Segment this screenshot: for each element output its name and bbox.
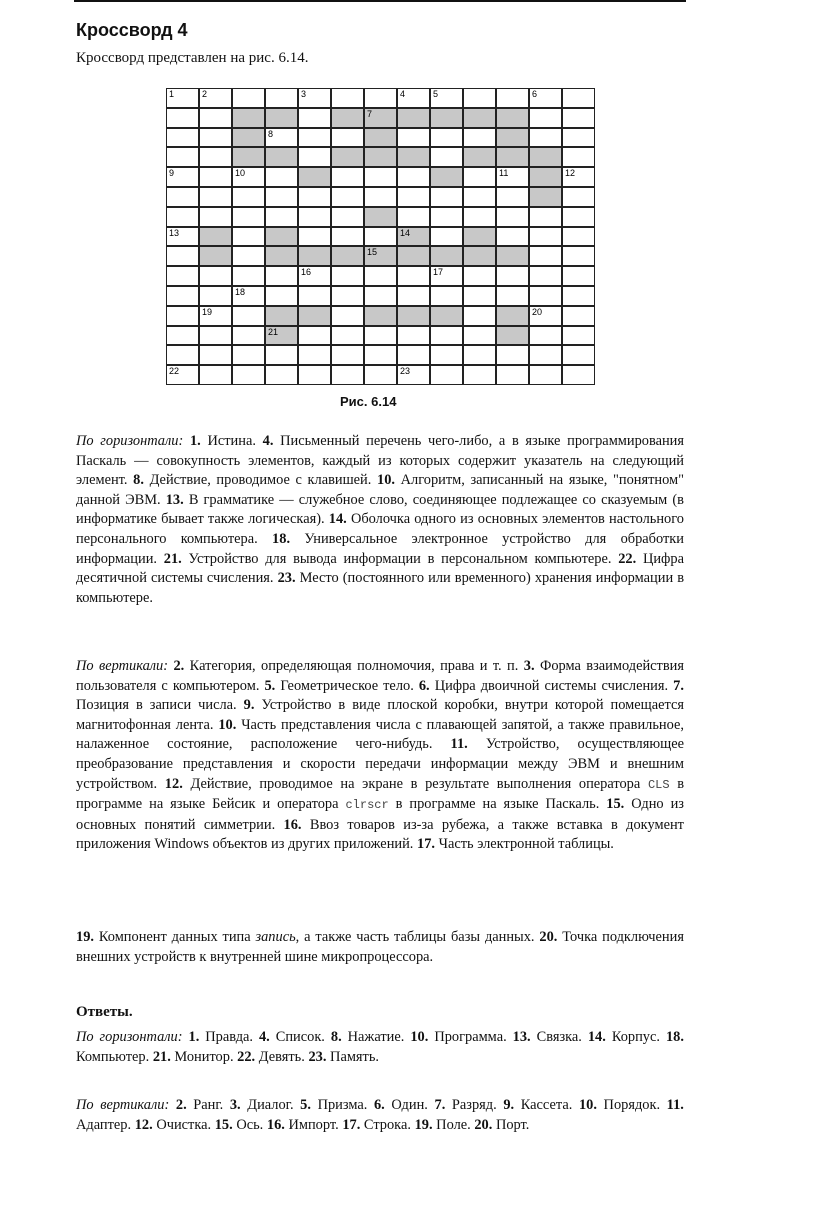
grid-block bbox=[364, 147, 397, 167]
grid-cell bbox=[166, 345, 199, 365]
grid-cell bbox=[463, 187, 496, 207]
grid-cell bbox=[166, 88, 199, 108]
grid-cell bbox=[331, 167, 364, 187]
grid-cell bbox=[298, 207, 331, 227]
grid-block bbox=[364, 128, 397, 148]
answers-vertical-label: По вертикали: bbox=[76, 1097, 170, 1113]
grid-cell bbox=[199, 147, 232, 167]
grid-cell bbox=[199, 88, 232, 108]
clue-number: 12 bbox=[565, 168, 576, 179]
grid-block bbox=[430, 306, 463, 326]
clue-number: 14 bbox=[400, 227, 411, 238]
grid-cell bbox=[298, 128, 331, 148]
grid-cell bbox=[562, 88, 595, 108]
grid-block bbox=[364, 306, 397, 326]
grid-cell bbox=[430, 266, 463, 286]
clue-number: 5 bbox=[433, 89, 439, 99]
grid-block bbox=[397, 147, 430, 167]
grid-cell bbox=[529, 266, 562, 286]
grid-cell bbox=[397, 167, 430, 187]
grid-cell bbox=[430, 365, 463, 385]
clue-number: 7 bbox=[367, 108, 373, 119]
grid-cell bbox=[265, 167, 298, 187]
grid-cell bbox=[265, 207, 298, 227]
grid-cell bbox=[562, 365, 595, 385]
grid-cell bbox=[562, 345, 595, 365]
grid-cell bbox=[562, 246, 595, 266]
grid-cell bbox=[496, 207, 529, 227]
grid-cell bbox=[364, 326, 397, 346]
horizontal-label: По горизонтали: bbox=[76, 433, 184, 449]
clue-v11: 11. Устройство, осуществляющее преобразование представления и скорости передачи информации между ЭВМ и внешним устройством. bbox=[76, 736, 684, 792]
clue-number: 19 bbox=[202, 306, 213, 317]
grid-cell bbox=[232, 286, 265, 306]
grid-cell bbox=[199, 306, 232, 326]
grid-cell bbox=[166, 306, 199, 326]
grid-cell bbox=[265, 286, 298, 306]
grid-block bbox=[430, 108, 463, 128]
grid-cell bbox=[430, 227, 463, 247]
clue-h10: 10. Алгоритм, записанный на языке, "понятном" данной ЭВМ. bbox=[76, 472, 685, 508]
grid-cell bbox=[397, 187, 430, 207]
grid-cell bbox=[397, 128, 430, 148]
grid-cell bbox=[463, 167, 496, 187]
grid-cell bbox=[364, 187, 397, 207]
grid-cell bbox=[529, 227, 562, 247]
grid-block bbox=[496, 306, 529, 326]
grid-cell bbox=[496, 365, 529, 385]
grid-cell bbox=[463, 306, 496, 326]
clue-h8: 8. Действие, проводимое с клавишей. bbox=[133, 472, 372, 489]
clue-number: 20 bbox=[532, 306, 543, 317]
grid-cell bbox=[166, 187, 199, 207]
grid-cell bbox=[529, 246, 562, 266]
grid-block bbox=[364, 246, 397, 266]
clue-number: 23 bbox=[400, 366, 411, 377]
grid-block bbox=[265, 306, 298, 326]
clue-h14: 14. Оболочка одного из основных элементов настольного персонального компьютера. bbox=[76, 511, 684, 547]
grid-block bbox=[397, 108, 430, 128]
grid-cell bbox=[430, 128, 463, 148]
grid-cell bbox=[331, 88, 364, 108]
grid-cell bbox=[331, 306, 364, 326]
grid-cell bbox=[463, 345, 496, 365]
grid-cell bbox=[199, 365, 232, 385]
grid-cell bbox=[265, 345, 298, 365]
grid-cell bbox=[463, 266, 496, 286]
grid-cell bbox=[199, 345, 232, 365]
grid-block bbox=[331, 147, 364, 167]
page-title: Кроссворд 4 bbox=[76, 20, 188, 40]
grid-block bbox=[331, 108, 364, 128]
grid-cell bbox=[562, 187, 595, 207]
grid-cell bbox=[298, 88, 331, 108]
grid-cell bbox=[463, 207, 496, 227]
grid-cell bbox=[562, 207, 595, 227]
grid-cell bbox=[397, 326, 430, 346]
clue-v12: 12. Действие, проводимое на экране в результате выполнения оператора CLS в программе на языке Бейсик и оператора clrscr в программе на языке Паскаль. bbox=[76, 775, 684, 813]
grid-cell bbox=[430, 286, 463, 306]
grid-cell bbox=[496, 266, 529, 286]
clue-v5: 5. Геометрическое тело. bbox=[264, 677, 414, 694]
grid-cell bbox=[232, 187, 265, 207]
grid-cell bbox=[331, 128, 364, 148]
clue-number: 2 bbox=[202, 89, 208, 99]
grid-cell bbox=[463, 88, 496, 108]
grid-cell bbox=[397, 266, 430, 286]
grid-cell bbox=[298, 187, 331, 207]
grid-cell bbox=[496, 345, 529, 365]
grid-cell bbox=[562, 167, 595, 187]
grid-cell bbox=[529, 306, 562, 326]
grid-cell bbox=[232, 88, 265, 108]
grid-cell bbox=[298, 266, 331, 286]
clue-number: 11 bbox=[499, 168, 509, 179]
grid-block bbox=[298, 306, 331, 326]
grid-cell bbox=[265, 187, 298, 207]
grid-cell bbox=[166, 147, 199, 167]
grid-cell bbox=[529, 108, 562, 128]
grid-cell bbox=[199, 167, 232, 187]
horizontal-clues bbox=[76, 432, 684, 608]
grid-cell bbox=[463, 365, 496, 385]
clue-number: 8 bbox=[268, 128, 274, 139]
clue-v19: 19. Компонент данных типа запись, а также часть таблицы базы данных. bbox=[76, 929, 535, 945]
grid-cell bbox=[430, 207, 463, 227]
grid-cell bbox=[331, 286, 364, 306]
grid-cell bbox=[562, 326, 595, 346]
clue-number: 15 bbox=[367, 247, 378, 258]
grid-cell bbox=[529, 365, 562, 385]
grid-cell bbox=[232, 227, 265, 247]
clue-number: 3 bbox=[301, 89, 307, 99]
grid-cell bbox=[232, 266, 265, 286]
grid-cell bbox=[430, 147, 463, 167]
grid-cell bbox=[364, 227, 397, 247]
grid-cell bbox=[331, 187, 364, 207]
grid-cell bbox=[430, 88, 463, 108]
grid-block bbox=[397, 306, 430, 326]
vertical-clues-continued bbox=[76, 928, 684, 967]
grid-cell bbox=[166, 167, 199, 187]
grid-cell bbox=[298, 365, 331, 385]
grid-cell bbox=[199, 266, 232, 286]
grid-block bbox=[298, 246, 331, 266]
clue-number: 9 bbox=[169, 168, 175, 179]
grid-cell bbox=[529, 88, 562, 108]
grid-cell bbox=[331, 326, 364, 346]
grid-cell bbox=[265, 266, 298, 286]
grid-cell bbox=[397, 365, 430, 385]
grid-cell bbox=[199, 286, 232, 306]
grid-block bbox=[430, 167, 463, 187]
grid-cell bbox=[529, 345, 562, 365]
grid-cell bbox=[265, 365, 298, 385]
grid-cell bbox=[430, 326, 463, 346]
grid-cell bbox=[364, 167, 397, 187]
grid-cell bbox=[496, 187, 529, 207]
answers-horizontal-label: По горизонтали: bbox=[76, 1029, 183, 1045]
grid-cell bbox=[331, 227, 364, 247]
answers-vertical: По вертикали: 2. Ранг. 3. Диалог. 5. Призма. 6. Один. 7. Разряд. 9. Кассета. 10. Порядок. 11. Адаптер. 12. Очистка. 15. Ось. 16. Импорт. 17. Строка. 19. Поле. 20. Порт. bbox=[76, 1097, 684, 1133]
clue-number: 6 bbox=[532, 89, 538, 99]
grid-cell bbox=[298, 147, 331, 167]
grid-cell bbox=[463, 326, 496, 346]
grid-cell bbox=[199, 207, 232, 227]
clue-number: 4 bbox=[400, 89, 406, 99]
grid-cell bbox=[397, 207, 430, 227]
grid-cell bbox=[232, 306, 265, 326]
grid-block bbox=[265, 326, 298, 346]
clue-h22: 22. Цифра десятичной системы счисления. bbox=[76, 550, 684, 587]
clue-v9: 9. Устройство в виде плоской коробки, внутри которой помещается магнитофонная лента. bbox=[76, 697, 684, 733]
grid-block bbox=[364, 207, 397, 227]
clue-number: 18 bbox=[235, 287, 246, 297]
grid-cell bbox=[166, 128, 199, 148]
grid-cell bbox=[529, 286, 562, 306]
grid-cell bbox=[562, 227, 595, 247]
grid-block bbox=[364, 108, 397, 128]
clue-v7: 7. Позиция в записи числа. bbox=[76, 677, 684, 714]
grid-block bbox=[199, 227, 232, 247]
clue-number: 1 bbox=[169, 89, 175, 99]
grid-cell bbox=[199, 326, 232, 346]
grid-cell bbox=[364, 345, 397, 365]
grid-cell bbox=[199, 108, 232, 128]
grid-cell bbox=[166, 266, 199, 286]
grid-cell bbox=[298, 286, 331, 306]
grid-cell bbox=[199, 128, 232, 148]
grid-cell bbox=[364, 286, 397, 306]
grid-cell bbox=[298, 326, 331, 346]
grid-cell bbox=[364, 88, 397, 108]
clue-number: 17 bbox=[433, 267, 444, 278]
clue-number: 10 bbox=[235, 168, 246, 179]
grid-cell bbox=[232, 365, 265, 385]
clue-v20: 20. Точка подключения внешних устройств к внутренней шине микропроцессора. bbox=[76, 929, 684, 965]
grid-cell bbox=[166, 365, 199, 385]
grid-cell bbox=[232, 167, 265, 187]
clue-v6: 6. Цифра двоичной системы счисления. bbox=[418, 677, 669, 694]
grid-cell bbox=[496, 286, 529, 306]
clue-v3: 3. Форма взаимодействия пользователя с компьютером. bbox=[76, 658, 684, 694]
vertical-clues bbox=[76, 657, 684, 855]
answers-title: Ответы. bbox=[76, 1004, 133, 1020]
grid-block bbox=[331, 246, 364, 266]
grid-block bbox=[463, 227, 496, 247]
clue-number: 21 bbox=[268, 326, 279, 337]
vertical-label: По вертикали: bbox=[76, 658, 169, 674]
clue-h1: 1. Истина. bbox=[189, 433, 256, 449]
clue-v17: 17. Часть электронной таблицы. bbox=[417, 836, 614, 853]
grid-cell bbox=[562, 266, 595, 286]
grid-block bbox=[496, 108, 529, 128]
clue-h4: 4. Письменный перечень чего-либо, а в языке программирования Паскаль — совокупность элементов, каждый из которых содержит указатель на следующий элемент. bbox=[76, 433, 685, 489]
grid-block bbox=[463, 108, 496, 128]
clue-h18: 18. Универсальное электронное устройство для обработки информации. bbox=[76, 530, 684, 567]
grid-cell bbox=[463, 286, 496, 306]
grid-block bbox=[529, 187, 562, 207]
grid-block bbox=[199, 246, 232, 266]
grid-block bbox=[430, 246, 463, 266]
grid-cell bbox=[430, 187, 463, 207]
grid-block bbox=[496, 326, 529, 346]
grid-cell bbox=[331, 345, 364, 365]
grid-cell bbox=[298, 345, 331, 365]
grid-cell bbox=[496, 88, 529, 108]
grid-block bbox=[397, 246, 430, 266]
answers-horizontal: По горизонтали: 1. Правда. 4. Список. 8. Нажатие. 10. Программа. 13. Связка. 14. Корпус. 18. Компьютер. 21. Монитор. 22. Девять. 23. Память. bbox=[76, 1029, 684, 1065]
intro-text: Кроссворд представлен на рис. 6.14. bbox=[76, 50, 309, 66]
grid-cell bbox=[331, 207, 364, 227]
grid-block bbox=[496, 147, 529, 167]
grid-cell bbox=[199, 187, 232, 207]
grid-cell bbox=[529, 128, 562, 148]
grid-block bbox=[397, 227, 430, 247]
grid-cell bbox=[331, 266, 364, 286]
grid-cell bbox=[430, 345, 463, 365]
grid-block bbox=[265, 246, 298, 266]
grid-block bbox=[496, 246, 529, 266]
grid-cell bbox=[397, 345, 430, 365]
grid-cell bbox=[562, 128, 595, 148]
grid-cell bbox=[331, 365, 364, 385]
grid-block bbox=[232, 128, 265, 148]
grid-cell bbox=[529, 207, 562, 227]
grid-cell bbox=[364, 266, 397, 286]
clue-number: 13 bbox=[169, 227, 180, 238]
clue-h23: 23. Место (постоянного или временного) хранения информации в компьютере. bbox=[76, 570, 684, 606]
clue-number: 16 bbox=[301, 267, 312, 278]
grid-cell bbox=[562, 108, 595, 128]
grid-cell bbox=[166, 108, 199, 128]
grid-block bbox=[232, 147, 265, 167]
grid-cell bbox=[265, 128, 298, 148]
grid-cell bbox=[298, 227, 331, 247]
grid-cell bbox=[562, 306, 595, 326]
clue-v2: 2. Категория, определяющая полномочия, права и т. п. bbox=[173, 658, 519, 674]
grid-cell bbox=[166, 326, 199, 346]
grid-cell bbox=[397, 88, 430, 108]
grid-cell bbox=[232, 246, 265, 266]
grid-cell bbox=[496, 167, 529, 187]
grid-block bbox=[265, 108, 298, 128]
figure-caption: Рис. 6.14 bbox=[340, 394, 397, 409]
top-rule bbox=[74, 0, 686, 2]
clue-number: 22 bbox=[169, 366, 180, 377]
grid-cell bbox=[166, 286, 199, 306]
grid-block bbox=[463, 246, 496, 266]
grid-cell bbox=[298, 108, 331, 128]
clue-v10: 10. Часть представления числа с плавающей запятой, а также правильное, налаженное состояние, расположение чего-нибудь. bbox=[76, 716, 684, 753]
grid-cell bbox=[529, 326, 562, 346]
grid-cell bbox=[166, 227, 199, 247]
grid-cell bbox=[232, 326, 265, 346]
clue-h13: 13. В грамматике — служебное слово, соединяющее подлежащее со сказуемым (в информатике бывает также логическая). bbox=[76, 491, 684, 528]
grid-block bbox=[529, 167, 562, 187]
grid-cell bbox=[562, 286, 595, 306]
grid-cell bbox=[232, 345, 265, 365]
grid-cell bbox=[166, 207, 199, 227]
grid-cell bbox=[232, 207, 265, 227]
clue-v15: 15. Одно из основных понятий симметрии. bbox=[76, 796, 684, 833]
grid-block bbox=[529, 147, 562, 167]
clue-v16: 16. Ввоз товаров из-за рубежа, а также вставка в документ приложения Windows объектов из других приложений. bbox=[76, 816, 684, 853]
grid-cell bbox=[397, 286, 430, 306]
grid-block bbox=[265, 147, 298, 167]
grid-block bbox=[265, 227, 298, 247]
grid-block bbox=[496, 128, 529, 148]
crossword-grid bbox=[166, 88, 595, 385]
grid-cell bbox=[364, 365, 397, 385]
grid-cell bbox=[562, 147, 595, 167]
clue-h21: 21. Устройство для вывода информации в персональном компьютере. bbox=[163, 550, 612, 567]
grid-block bbox=[232, 108, 265, 128]
grid-cell bbox=[496, 227, 529, 247]
grid-block bbox=[463, 147, 496, 167]
grid-block bbox=[298, 167, 331, 187]
grid-cell bbox=[463, 128, 496, 148]
grid-cell bbox=[166, 246, 199, 266]
grid-cell bbox=[265, 88, 298, 108]
